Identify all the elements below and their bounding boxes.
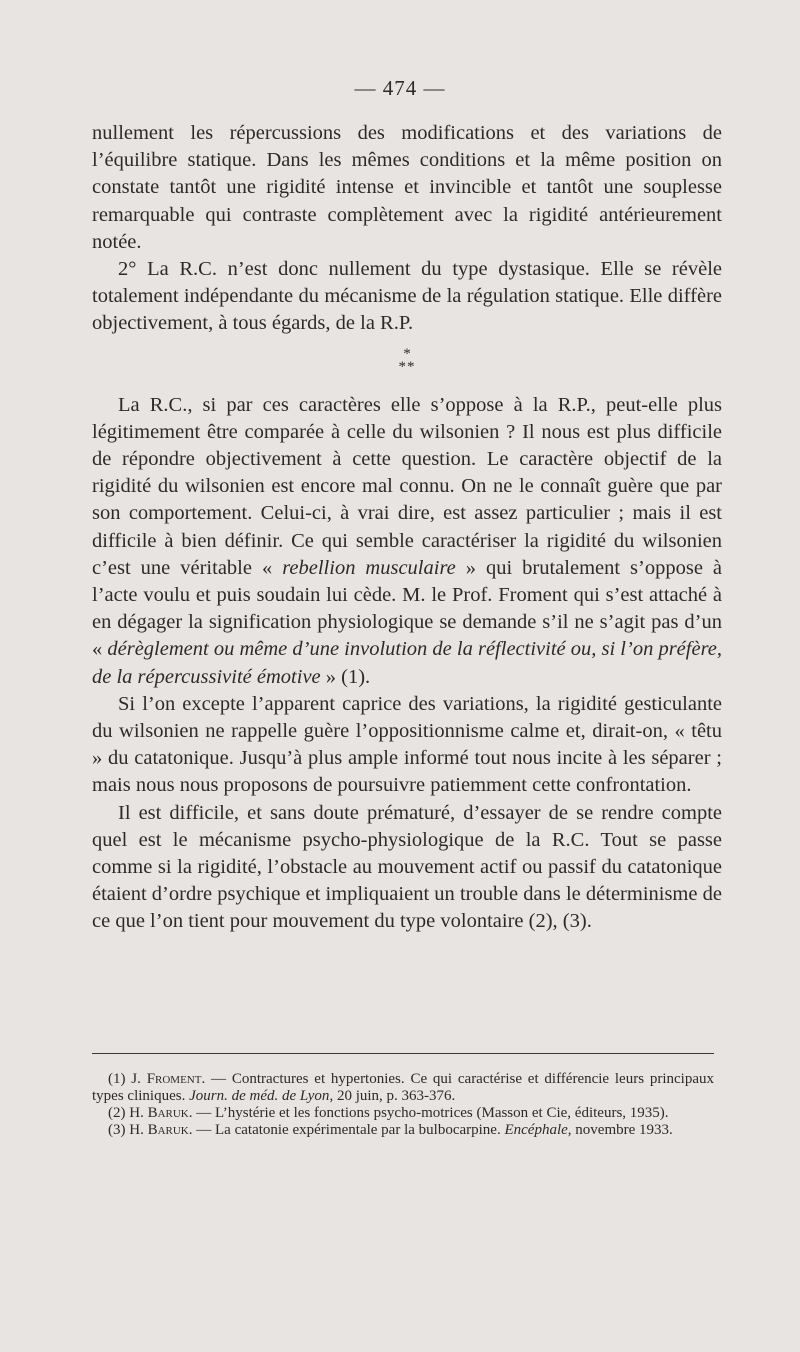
paragraph-3 [92, 392, 722, 691]
page-number: — 474 — [354, 76, 446, 100]
footnote-rule [92, 1053, 714, 1054]
footnote-2-author: Baruk [147, 1105, 189, 1121]
paragraph-3-part-a: La R.C., si par ces caractères elle s’oppose à la R.P., peut-elle plus légitimement être comparée à celle du wilsonien ? Il nous est plus difficile de répondre objectivement à cette question. Le caractère objectif de la rigidité du wilsonien est encore mal connu. On ne le connaît guère que par son comportement. Celui-ci, à vrai dire, est assez particulier ; mais il est difficile à bien définir. Ce qui semble caractériser la rigidité du wilsonien c’est une véritable « [92, 393, 722, 579]
footnote-3-date: , novembre 1933. [567, 1122, 673, 1138]
main-text [92, 120, 722, 936]
footnote-2-number: (2) H. [108, 1105, 148, 1121]
paragraph-3-part-b: » qui brutalement s’oppose à l’acte voulu et puis soudain lui cède. M. le Prof. Froment qui s’est attaché à en dégager la signification physiologique se demande s’il ne s’agit pas d’un « [92, 556, 722, 661]
footnote-3-number: (3) H. [108, 1122, 148, 1138]
paragraph-5: Il est difficile, et sans doute prématuré, d’essayer de se rendre compte quel est le mécanisme psycho-physiologique de la R.C. Tout se passe comme si la rigidité, l’obstacle au mouvement actif ou passif du catatonique étaient d’ordre psychique et impliquaient un trouble dans le déterminisme de ce que l’on tient pour mouvement du type volontaire (2), (3). [92, 801, 722, 933]
paragraph-4: Si l’on excepte l’apparent caprice des variations, la rigidité gesticulante du wilsonien ne rappelle guère l’oppositionnisme calme et, dirait-on, « têtu » du catatonique. Jusqu’à plus ample informé tout nous incite à les séparer ; mais nous nous proposons de poursuivre patiemment cette confrontation. [92, 692, 722, 797]
asterism-bottom: ** [398, 358, 416, 375]
asterism-top: * [403, 345, 411, 362]
footnote-1 [92, 1071, 714, 1105]
footnote-3-journal: Encéphale [504, 1122, 568, 1138]
footnote-1-number: (1) J. [108, 1071, 147, 1087]
asterism-separator [92, 345, 722, 375]
footnote-1-journal: Journ. de méd. de Lyon [189, 1088, 330, 1104]
footnote-2 [92, 1105, 714, 1122]
paragraph-3-part-c: » (1). [320, 665, 371, 688]
footnote-1-date: , 20 juin, p. 363-376. [329, 1088, 456, 1104]
emphasis-rebellion: rebellion musculaire [282, 556, 456, 579]
emphasis-quote: dérèglement ou même d’une involution de la réflectivité ou, si l’on préfère, de la répercussivité émotive [92, 638, 723, 688]
footnote-2-text: . — L’hystérie et les fonctions psycho-motrices (Masson et Cie, éditeurs, 1935). [188, 1105, 669, 1121]
footnote-3 [92, 1122, 714, 1139]
footnote-3-author: Baruk [147, 1122, 189, 1138]
footnote-1-text: . — Contractures et hypertonies. Ce qui caractérise et différencie leurs principaux types cliniques. [92, 1071, 714, 1104]
footnote-1-author: Froment [146, 1071, 202, 1087]
paragraph-2: 2° La R.C. n’est donc nullement du type dystasique. Elle se révèle totalement indépendante du mécanisme de la régulation statique. Elle diffère objectivement, à tous égards, de la R.P. [92, 258, 722, 335]
footnote-3-text: . — La catatonie expérimentale par la bulbocarpine. [188, 1122, 505, 1138]
paragraph-1: nullement les répercussions des modifications et des variations de l’équilibre statique. Dans les mêmes conditions et la même position on constate tantôt une rigidité intense et invincible et tantôt une souplesse remarquable qui contraste complètement avec la rigidité antérieurement notée. [92, 122, 722, 253]
footnotes [92, 1071, 714, 1139]
